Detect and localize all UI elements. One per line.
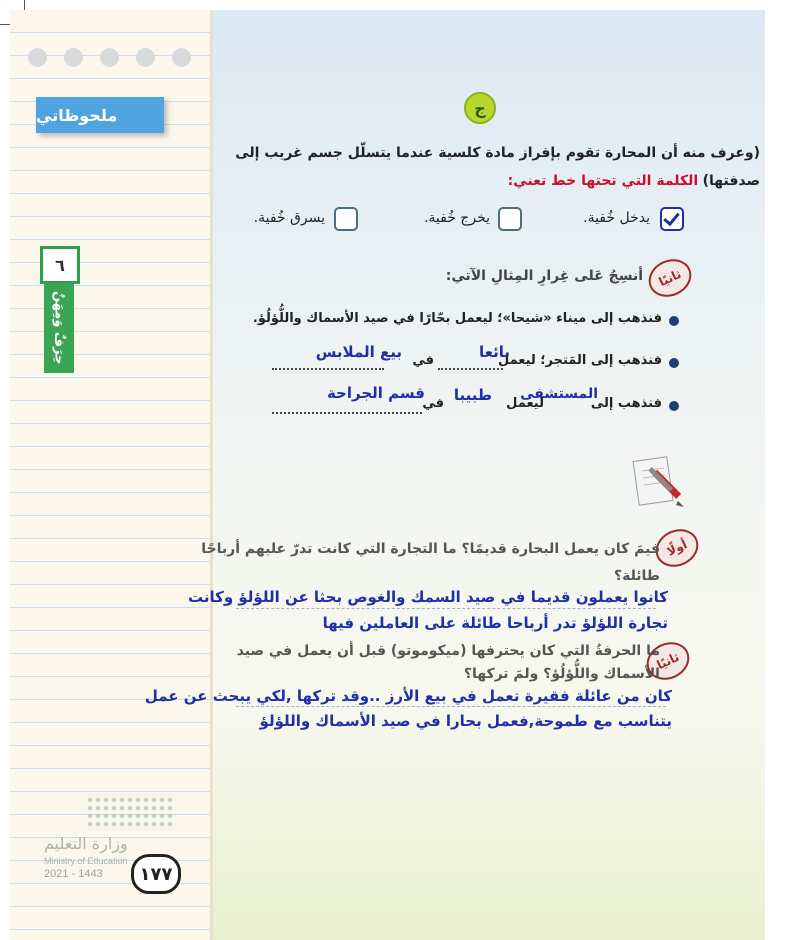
question1-line1: فيمَ كان يعمل البحارة قديمًا؟ ما التجارة التي كانت تدرّ عليهم أرباحًا: [201, 541, 660, 557]
blank-line[interactable]: [272, 412, 422, 414]
bullet-icon: [669, 401, 679, 411]
blank-line[interactable]: [272, 368, 384, 370]
page-number: ١٧٧: [131, 854, 181, 894]
option-checkbox-3[interactable]: [334, 207, 358, 231]
bullet-icon: [669, 316, 679, 326]
answer-handwritten: قسم الجراحة: [326, 384, 425, 402]
option-checkbox-1[interactable]: [660, 207, 684, 231]
question1-line2: طائلة؟: [613, 568, 660, 584]
unit-name: حِرَفٌ وَمِهَنٌ: [44, 283, 74, 373]
binder-holes: [28, 48, 191, 67]
blank-line[interactable]: [438, 368, 503, 370]
section-seal-second: ثانيًا: [640, 635, 695, 686]
vocab-sentence-line1: (وعرف منه أن المحارة تقوم بإفراز مادة كلسية عندما يتسلّل جسم غريب إلى: [235, 145, 760, 161]
notes-label-text: ملحوظاتي: [36, 105, 118, 125]
binder-hole: [100, 48, 119, 67]
answer2-line1: كان من عائلة فقيرة تعمل في بيع الأرز ..وقد تركها ,لكي يبحث عن عمل: [144, 687, 672, 705]
binder-hole: [64, 48, 83, 67]
pencil-paper-icon: [632, 455, 686, 509]
option-label-3: يسرق خُفية.: [253, 210, 325, 226]
question2-line2: الأسماك واللُّؤلُؤ؟ ولمَ تركها؟: [463, 666, 660, 682]
option-checkbox-2[interactable]: [498, 207, 522, 231]
pattern-instruction: أنسِجُ عَلى غِرارِ المِثالِ الآتي:: [445, 268, 643, 284]
option-label-1: يدخل خُفية.: [583, 210, 650, 226]
ministry-name-en: Ministry of Education: [44, 856, 128, 866]
page-margin: [766, 0, 800, 940]
option-label-2: يخرج خُفية.: [423, 210, 490, 226]
vocab-sentence-line2: [508, 173, 760, 189]
unit-number: ٦: [40, 246, 80, 284]
ministry-logo: [86, 796, 176, 828]
answer1-line1: كانوا يعملون قديما في صيد السمك والغوص بحثا عن اللؤلؤ وكانت: [187, 588, 668, 606]
answer1-line2: تجارة اللؤلؤ تدر أرباحا طائلة على العاملين فيها: [322, 614, 668, 632]
sentence-end: صدفتها): [702, 173, 760, 189]
answer-line: [236, 706, 666, 707]
section-seal-second: ثانيًا: [642, 252, 697, 303]
pattern-line3-in: في: [422, 396, 444, 411]
ministry-name-ar: وزارة التعليم: [44, 834, 128, 853]
notes-label: [36, 97, 164, 133]
answer-handwritten: بيع الملابس: [315, 343, 402, 361]
section-seal-first: أولًا: [649, 522, 704, 573]
academic-year: 2021 - 1443: [44, 868, 103, 880]
pattern-line2-in: في: [412, 353, 434, 368]
pattern-line3-mid: ليعمل: [506, 396, 544, 411]
binder-hole: [28, 48, 47, 67]
binder-hole: [136, 48, 155, 67]
answer-handwritten: طبيبا: [453, 386, 492, 404]
vocab-instruction: الكلمة التي تحتها خط تعني:: [507, 173, 699, 189]
pattern-line2-start: فنذهب إلى المَتجر؛ ليعمل: [497, 353, 662, 368]
pattern-line3-start: فنذهب إلى: [590, 396, 662, 411]
question2-line1: ما الحرفةُ التي كان يحترفها (ميكوموتو) قبل أن يعمل في صيد: [236, 643, 660, 659]
answer-handwritten: المستشفى: [520, 386, 598, 402]
binder-hole: [172, 48, 191, 67]
answer2-line2: يتناسب مع طموحة,فعمل بحارا في صيد الأسماك واللؤلؤ: [259, 712, 672, 730]
example-sentence: فنذهب إلى ميناء «شيحا»؛ ليعمل بحّارًا في صيد الأسماك واللُّؤلُؤ.: [252, 311, 662, 326]
bullet-icon: [669, 358, 679, 368]
section-letter-badge: ج: [464, 92, 496, 124]
answer-handwritten: بائعا: [479, 343, 510, 361]
answer-line: [236, 608, 656, 609]
